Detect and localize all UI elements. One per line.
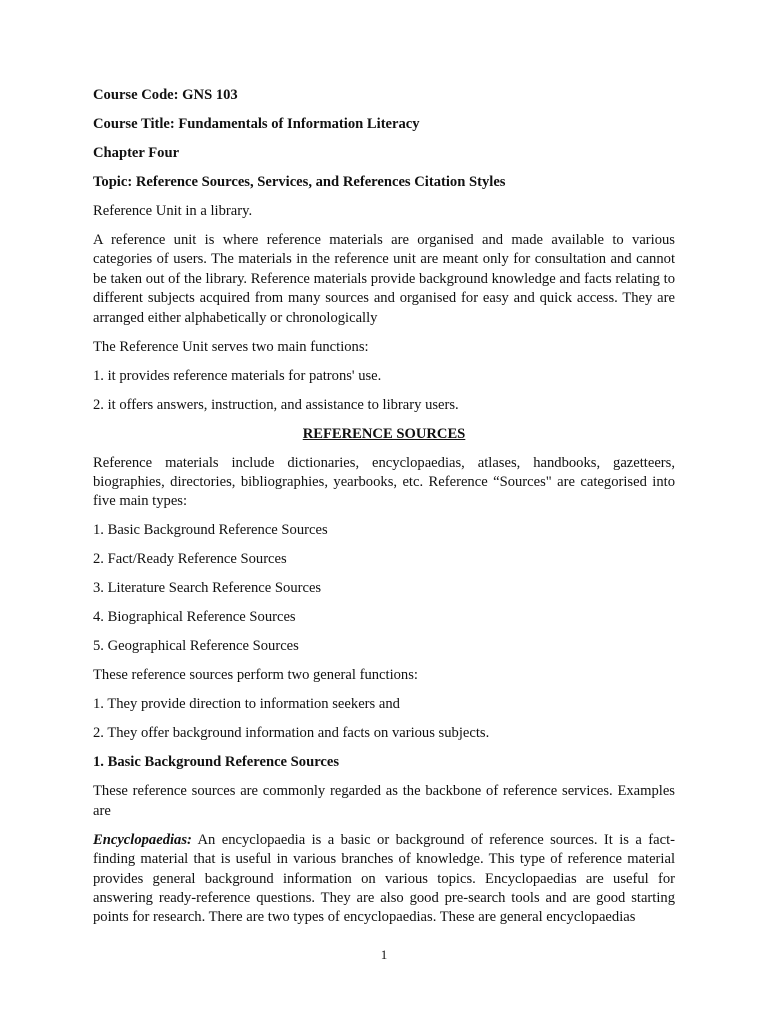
general-function-item: 2. They offer background information and facts on various subjects. [93, 725, 490, 742]
functions-lead: The Reference Unit serves two main functions: [93, 338, 369, 355]
reference-type-item: 1. Basic Background Reference Sources [93, 522, 328, 539]
basic-background-heading: 1. Basic Background Reference Sources [93, 754, 340, 771]
course-code: Course Code: GNS 103 [93, 87, 238, 103]
reference-sources-heading: REFERENCE SOURCES [302, 425, 466, 442]
document-page [93, 86, 675, 937]
reference-unit-heading: Reference Unit in a library. [93, 203, 253, 219]
general-function-item: 1. They provide direction to information seekers and [93, 696, 400, 713]
page-number: 1 [380, 947, 388, 962]
encyclopaedias-term: Encyclopaedias: [93, 831, 192, 848]
reference-type-item: 4. Biographical Reference Sources [93, 609, 296, 626]
reference-sources-paragraph: Reference materials include dictionaries, encyclopaedias, atlases, handbooks, gazetteers, biographies, directories, bibliographies, yearbooks, etc. Reference “Sources" are categorised into five main types: [93, 454, 675, 510]
general-functions-lead: These reference sources perform two general functions: [93, 667, 418, 684]
course-title: Course Title: Fundamentals of Information Literacy [93, 116, 420, 132]
chapter-title: Chapter Four [93, 145, 180, 161]
encyclopaedias-text: An encyclopaedia is a basic or background of reference sources. It is a fact-finding material that is useful in various branches of knowledge. This type of reference material provides general background information on various topics. Encyclopaedias are useful for answering ready-reference questions. They are also good pre-search tools and are good starting points for research. There are two types of encyclopaedias. These are general encyclopaedias [93, 831, 675, 926]
reference-type-item: 3. Literature Search Reference Sources [93, 580, 322, 597]
function-item: 1. it provides reference materials for patrons' use. [93, 367, 382, 384]
topic-title: Topic: Reference Sources, Services, and References Citation Styles [93, 174, 506, 190]
encyclopaedias-paragraph [93, 831, 675, 928]
reference-type-item: 2. Fact/Ready Reference Sources [93, 551, 287, 568]
reference-unit-paragraph: A reference unit is where reference materials are organised and made available to various categories of users. The materials in the reference unit are meant only for consultation and cannot be taken out of the library. Reference materials provide background knowledge and facts relating to different subjects acquired from many sources and organised for easy and quick access. They are arranged either alphabetically or chronologically [93, 232, 675, 326]
basic-background-paragraph: These reference sources are commonly regarded as the backbone of reference services. Examples are [93, 783, 675, 819]
function-item: 2. it offers answers, instruction, and assistance to library users. [93, 396, 459, 413]
reference-type-item: 5. Geographical Reference Sources [93, 638, 299, 655]
